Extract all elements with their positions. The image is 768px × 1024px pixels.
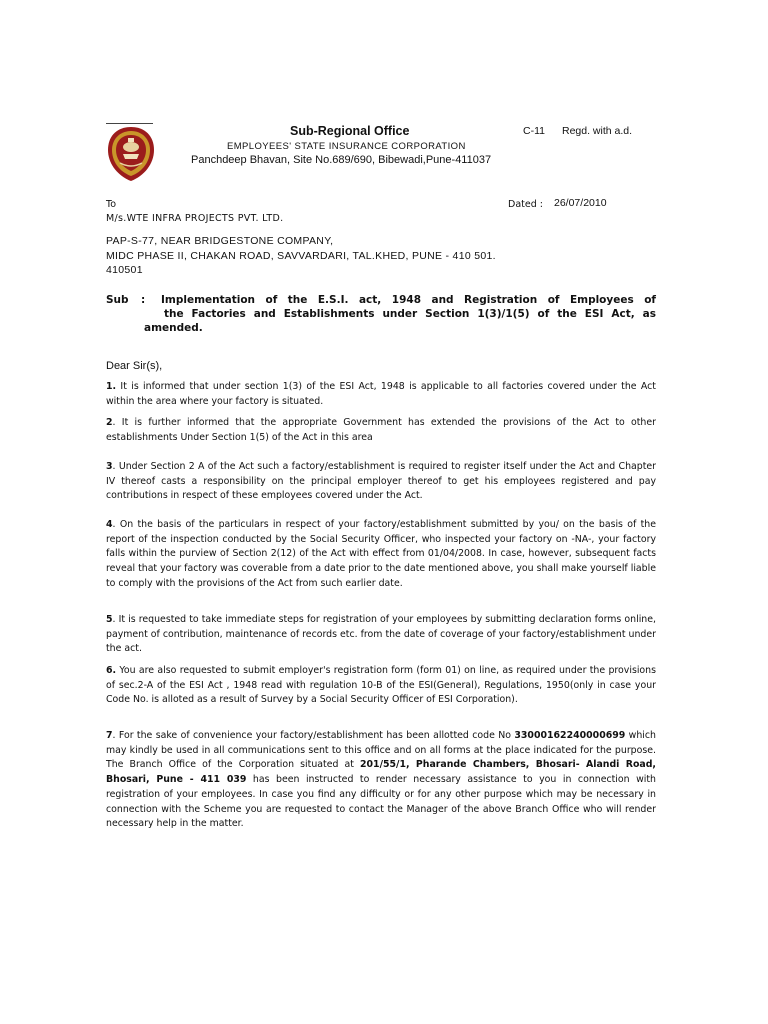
paragraph-1 [106, 380, 656, 409]
paragraph-7 [106, 729, 656, 832]
dated-label: Dated : [508, 199, 543, 210]
paragraph-number: 3 [106, 461, 113, 472]
paragraph-text: . Under Section 2 A of the Act such a factory/establishment is required to register itself under the Act and Chapter IV thereof casts a responsibility on the principal employer thereof to get his employees registered and pay contributions in respect of these employees covered under the Act. [106, 461, 656, 502]
office-address: Panchdeep Bhavan, Site No.689/690, Bibewadi,Pune-411037 [191, 154, 492, 166]
paragraph-text: . For the sake of convenience your factory/establishment has been allotted code No [112, 730, 515, 741]
paragraph-number: 4 [106, 519, 113, 530]
office-title: Sub-Regional Office [290, 124, 410, 138]
paragraph-text: . On the basis of the particulars in respect of your factory/establishment submitted by you/ on the basis of the report of the inspection conducted by the Social Security Officer, who inspected your factory on -NA-, your factory falls within the purview of Section 2(12) of the Act with effect from 01/04/2008. In case, however, subsequent facts reveal that your factory was coverable from a date prior to the date mentioned above, you shall make yourself liable to comply with the provisions of the Act from such earlier date. [106, 519, 656, 589]
paragraph-text: . It is further informed that the appropriate Government has extended the provisions of the Act to other establishments Under Section 1(5) of the Act in this area [106, 417, 656, 443]
paragraph-number: 2 [106, 417, 113, 428]
allotted-code-number: 33000162240000699 [514, 730, 626, 741]
paragraph-number: 5 [106, 614, 113, 625]
recipient-address-line: PAP-S-77, NEAR BRIDGESTONE COMPANY, [106, 235, 334, 247]
logo-divider [106, 123, 153, 124]
salutation: Dear Sir(s), [106, 360, 163, 372]
paragraph-text: which may kindly be used in all communications sent to this office and on all forms at the place indicated for the purpose. The Branch Office of the Corporation situated at [106, 730, 656, 771]
paragraph-2 [106, 416, 656, 445]
paragraph-number: 6. [106, 665, 117, 676]
subject-line: the Factories and Establishments under Section 1(3)/1(5) of the ESI Act, as [164, 308, 656, 320]
paragraph-5 [106, 613, 656, 657]
subject-block [106, 293, 656, 335]
subject-label: Sub [106, 294, 129, 306]
paragraph-text: . It is requested to take immediate steps for registration of your employees by submitting declaration forms online, payment of contribution, maintenance of records etc. from the date of coverage of your factory/establishment under the act. [106, 614, 656, 655]
registered-mail-note: Regd. with a.d. [562, 125, 633, 137]
subject-line: Implementation of the E.S.I. act, 1948 and Registration of Employees of [161, 294, 656, 306]
to-label: To [106, 199, 117, 210]
paragraph-3 [106, 460, 656, 504]
paragraph-text: has been instructed to render necessary assistance to you in connection with registration of your employees. In case you find any difficulty or for any other purpose which may be necessary in connection with the Scheme you are requested to contact the Manager of the above Branch Office who will render necessary help in the matter. [106, 774, 656, 830]
paragraph-text: It is informed that under section 1(3) of the ESI Act, 1948 is applicable to all factories covered under the Act within the area where your factory is situated. [106, 381, 656, 407]
paragraph-number: 7 [106, 730, 113, 741]
dated-value: 26/07/2010 [554, 197, 607, 209]
subject-colon: : [141, 294, 146, 306]
subject-line: amended. [144, 322, 203, 334]
paragraph-number: 1. [106, 381, 117, 392]
recipient-firm: M/s.WTE INFRA PROJECTS PVT. LTD. [106, 213, 284, 224]
corporation-name: EMPLOYEES' STATE INSURANCE CORPORATION [227, 141, 466, 152]
recipient-address-line: MIDC PHASE II, CHAKAN ROAD, SAVVARDARI, TAL.KHED, PUNE - 410 501. [106, 250, 496, 262]
reference-code: C-11 [523, 125, 545, 137]
esic-logo-icon [106, 126, 156, 182]
paragraph-6 [106, 664, 656, 708]
branch-office-address: 201/55/1, Pharande Chambers, Bhosari- Alandi Road, Bhosari, Pune - 411 039 [106, 759, 656, 786]
paragraph-4 [106, 518, 656, 592]
paragraph-text: You are also requested to submit employer's registration form (form 01) on line, as required under the provisions of sec.2-A of the ESI Act , 1948 read with regulation 10-B of the ESI(General), Regulations, 1950(only in case your Code No. is alloted as a result of Survey by a Social Security Officer of ESI Corporation). [106, 665, 656, 706]
recipient-address-line: 410501 [106, 264, 143, 276]
